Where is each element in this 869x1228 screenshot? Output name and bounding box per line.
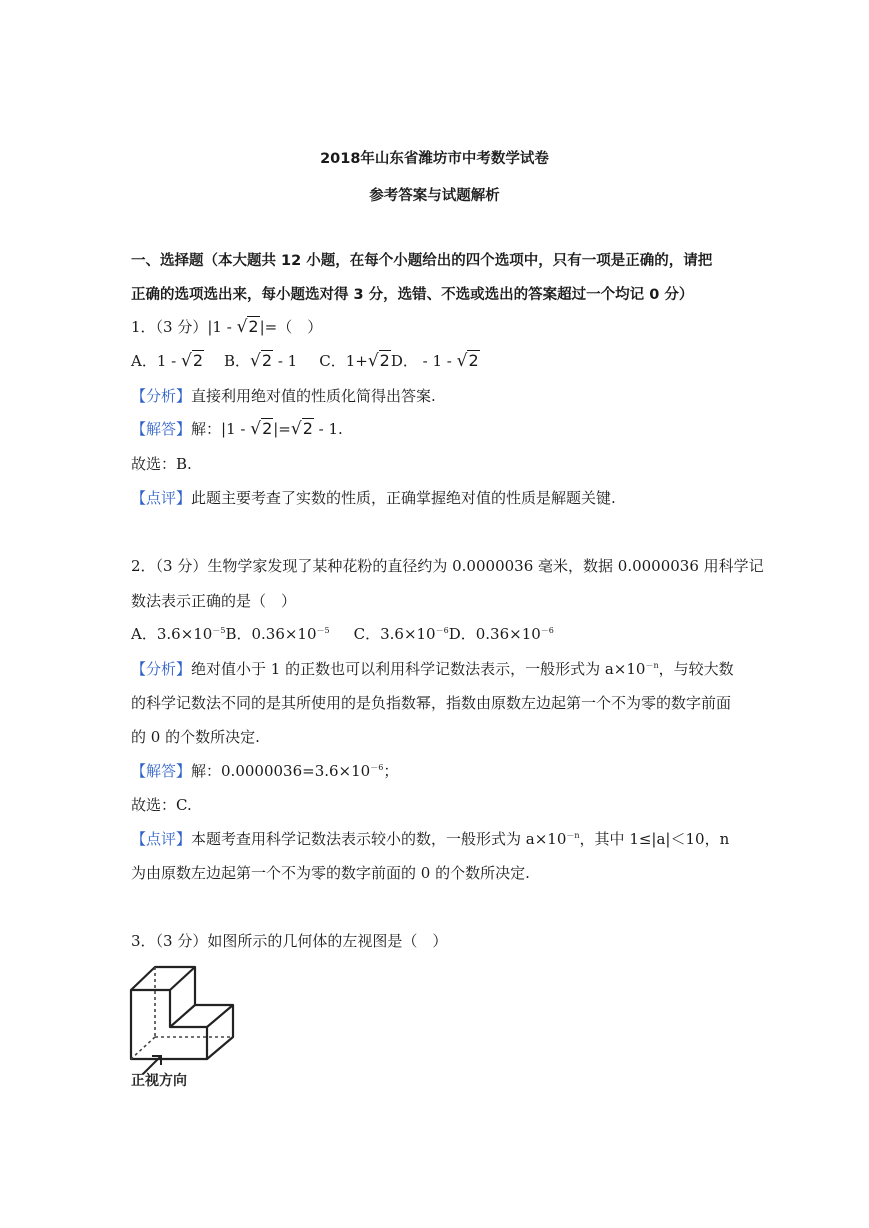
section-heading-line1: 一、选择题（本大题共 12 小题，在每个小题给出的四个选项中，只有一项是正确的，请把 <box>131 253 713 269</box>
q2-option-a: A．$3.6\times 10^{-5}$ <box>131 625 226 643</box>
q2-analysis-line2: 的科学记数法不同的是其所使用的是负指数幂，指数由原数左边起第一个不为零的数字前面 <box>131 694 732 712</box>
analysis-tag: 【分析】 <box>131 660 192 678</box>
solution-tag: 【解答】 <box>131 762 192 780</box>
q1-option-a: A．1 - √2 <box>131 351 204 371</box>
page-title: 2018年山东省潍坊市中考数学试卷 <box>320 151 549 167</box>
q2-options <box>131 623 554 645</box>
q1-options <box>131 350 480 372</box>
q1-solution: 【解答】解：|1 - √2|=√2 - 1. <box>131 419 343 439</box>
q1-option-c: C．1+√2 <box>319 351 390 371</box>
q2-solution: 【解答】解：$0.0000036=3.6\times 10^{-6}$； <box>131 762 399 780</box>
page-subtitle: 参考答案与试题解析 <box>369 188 500 204</box>
q2-analysis-line3: 的 0 的个数所决定. <box>131 728 260 746</box>
q2-stem-line1: 2．（3 分）生物学家发现了某种花粉的直径约为 0.0000036 毫米，数据 0.0000036 用科学记 <box>131 557 764 575</box>
q2-option-b: B．$0.36\times 10^{-5}$ <box>225 625 330 643</box>
q2-choice: 故选：C. <box>131 796 192 814</box>
q2-option-d: D．$0.36\times 10^{-6}$ <box>448 625 554 643</box>
section-heading-line2: 正确的选项选出来，每小题选对得 3 分，选错、不选或选出的答案超过一个均记 0 分） <box>131 287 694 303</box>
q1-analysis: 【分析】直接利用绝对值的性质化简得出答案. <box>131 387 436 405</box>
q1-option-d: D． - 1 - √2 <box>390 351 479 371</box>
q1-choice: 故选：B. <box>131 455 192 473</box>
q3-stem: 3．（3 分）如图所示的几何体的左视图是（ ） <box>131 932 448 950</box>
comment-tag: 【点评】 <box>131 489 192 507</box>
analysis-tag: 【分析】 <box>131 387 192 405</box>
q1-stem: 1．（3 分）|1 - √2|=（ ） <box>131 317 323 337</box>
q1-option-b: B．√2 - 1 <box>224 351 298 371</box>
comment-tag: 【点评】 <box>131 830 192 848</box>
solution-tag: 【解答】 <box>131 420 192 438</box>
q2-analysis-line1: 【分析】绝对值小于 1 的正数也可以利用科学记数法表示，一般形式为 $a\times 10^{-n}$，与较大数 <box>131 660 734 678</box>
q2-option-c: C．$3.6\times 10^{-6}$ <box>353 625 449 643</box>
sqrt-symbol: √2 <box>236 317 259 337</box>
q1-comment: 【点评】此题主要考查了实数的性质，正确掌握绝对值的性质是解题关键. <box>131 489 616 507</box>
q2-comment-line1: 【点评】本题考查用科学记数法表示较小的数，一般形式为 $a\times 10^{-n}$，其中 1≤|a|＜10，n <box>131 830 730 848</box>
figure-caption: 正视方向 <box>131 1073 187 1089</box>
q2-comment-line2: 为由原数左边起第一个不为零的数字前面的 0 的个数所决定. <box>131 864 530 882</box>
q2-stem-line2: 数法表示正确的是（ ） <box>131 592 297 610</box>
